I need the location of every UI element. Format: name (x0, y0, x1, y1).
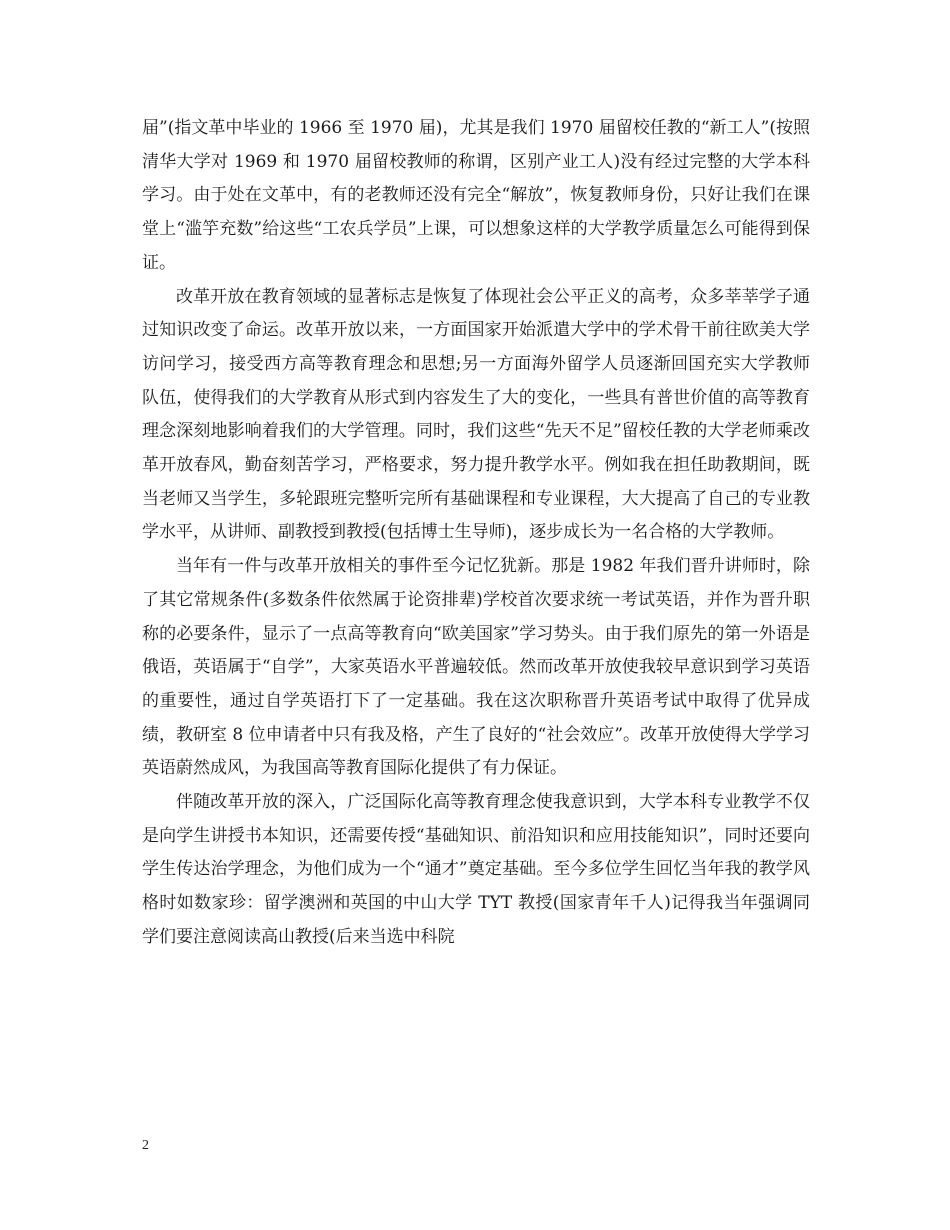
paragraph-internationalization: 伴随改革开放的深入，广泛国际化高等教育理念使我意识到，大学本科专业教学不仅是向学生讲授书本知识，还需要传授“基础知识、前沿知识和应用技能知识”，同时还要向学生传达治学理念，为他们成为一个“通才”奠定基础。至今多位学生回忆当年我的教学风格时如数家珍：留学澳洲和英国的中山大学 TYT 教授(国家青年千人)记得我当年强调同学们要注意阅读高山教授(后来当选中科院 (142, 792, 810, 947)
paragraph-continued: 届”(指文革中毕业的 1966 至 1970 届)，尤其是我们 1970 届留校任教的“新工人”(按照清华大学对 1969 和 1970 届留校教师的称谓，区别产业工人)没有经过完整的大学本科学习。由于处在文革中，有的老教师还没有完全“解放”，恢复教师身份，只好让我们在课堂上“滥竽充数”给这些“工农兵学员”上课，可以想象这样的大学教学质量怎么可能得到保证。 (142, 118, 810, 273)
paragraph-reform-education: 改革开放在教育领域的显著标志是恢复了体现社会公平正义的高考，众多莘莘学子通过知识改变了命运。改革开放以来，一方面国家开始派遣大学中的学术骨干前往欧美大学访问学习，接受西方高等教育理念和思想;另一方面海外留学人员逐渐回国充实大学教师队伍，使得我们的大学教育从形式到内容发生了大的变化，一些具有普世价值的高等教育理念深刻地影响着我们的大学管理。同时，我们这些“先天不足”留校任教的大学老师乘改革开放春风，勤奋刻苦学习，严格要求，努力提升教学水平。例如我在担任助教期间，既当老师又当学生，多轮跟班完整听完所有基础课程和专业课程，大大提高了自己的专业教学水平，从讲师、副教授到教授(包括博士生导师)，逐步成长为一名合格的大学教师。 (142, 286, 810, 543)
page-number: 2 (142, 1138, 149, 1153)
paragraph-english-exam: 当年有一件与改革开放相关的事件至今记忆犹新。那是 1982 年我们晋升讲师时，除了其它常规条件(多数条件依然属于论资排辈)学校首次要求统一考试英语，并作为晋升职称的必要条件，显示了一点高等教育向“欧美国家”学习势头。由于我们原先的第一外语是俄语，英语属于“自学”，大家英语水平普遍较低。然而改革开放使我较早意识到学习英语的重要性，通过自学英语打下了一定基础。我在这次职称晋升英语考试中取得了优异成绩，教研室 8 位申请者中只有我及格，产生了良好的“社会效应”。改革开放使得大学学习英语蔚然成风，为我国高等教育国际化提供了有力保证。 (142, 556, 811, 779)
body-text (142, 112, 810, 955)
